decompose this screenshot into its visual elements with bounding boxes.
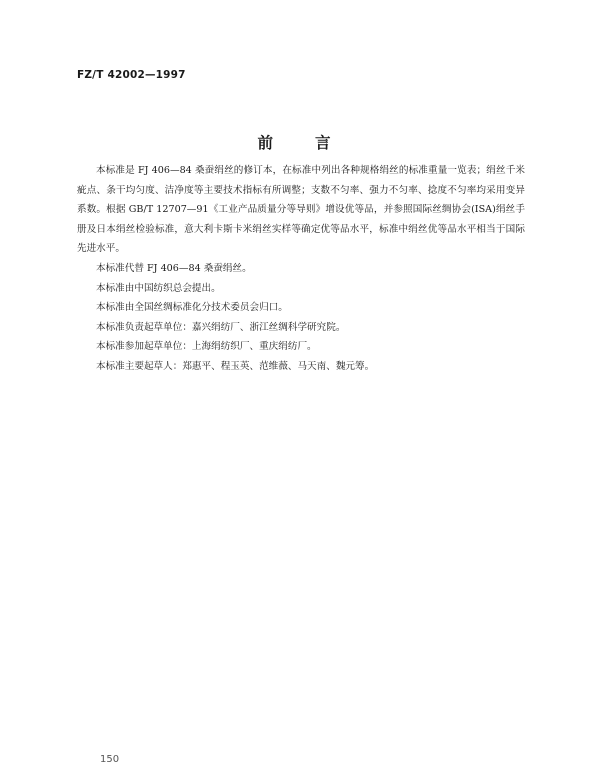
paragraph-drafting-participants: 本标准参加起草单位：上海绢纺织厂、重庆绢纺厂。 <box>96 341 317 353</box>
page-number: 150 <box>100 754 120 765</box>
paragraph-revision-summary: 本标准是 FJ 406—84 桑蚕绢丝的修订本，在标准中列出各种规格绢丝的标准重量一览表；绢丝千米疵点、条干均匀度、洁净度等主要技术指标有所调整；支数不匀率、强力不匀率、捻度不匀率均采用变异系数。根据 GB/T 12707—91《工业产品质量分等导则》增设优等品，并参照国际丝绸协会(ISA)绢丝手册及日本绢丝检验标准，意大利卡斯卡米绢丝实样等确定优等品水平，标准中绢丝优等品水平相当于国际先进水平。 <box>77 165 525 255</box>
paragraph-drafting-lead: 本标准负责起草单位：嘉兴绢纺厂、浙江丝绸科学研究院。 <box>96 321 346 333</box>
foreword-body <box>77 161 525 377</box>
paragraph-replaces: 本标准代替 FJ 406—84 桑蚕绢丝。 <box>96 262 252 274</box>
standard-code: FZ/T 42002—1997 <box>77 69 186 81</box>
paragraph-main-drafters: 本标准主要起草人：郑惠平、程玉英、范维薇、马天南、魏元筹。 <box>96 360 375 372</box>
paragraph-administered-by: 本标准由全国丝绸标准化分技术委员会归口。 <box>96 302 288 314</box>
paragraph-proposed-by: 本标准由中国纺织总会提出。 <box>96 282 221 294</box>
page-title: 前言 <box>257 134 373 152</box>
